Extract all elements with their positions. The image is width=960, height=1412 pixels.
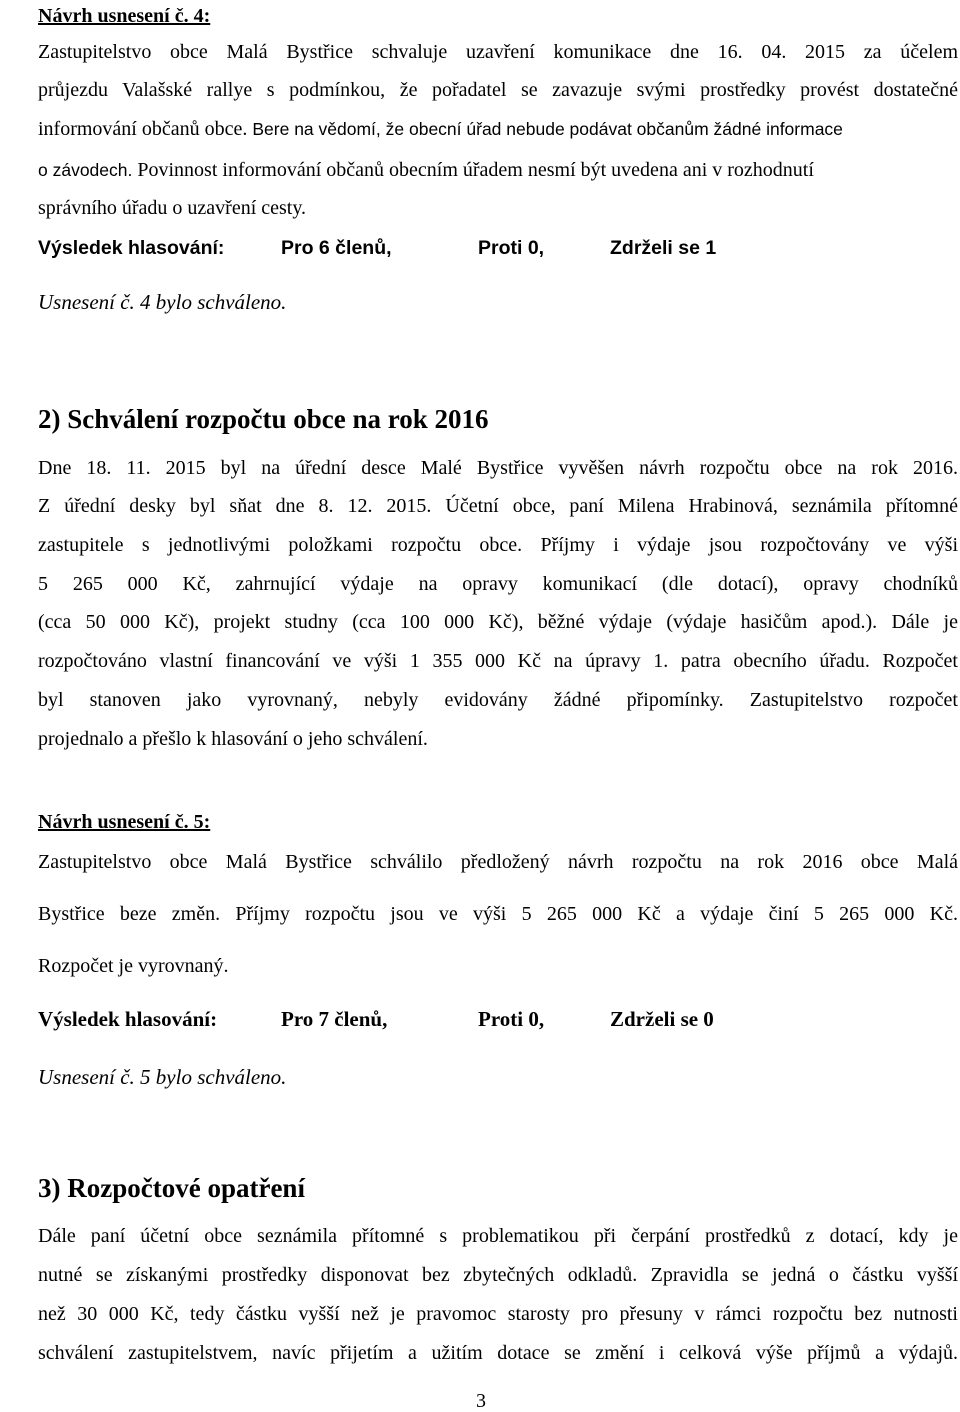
vote-abstain: Zdrželi se 0 [610, 1007, 714, 1031]
resolution-5-heading: Návrh usnesení č. 5: [38, 811, 211, 833]
section-2-text-line: projednalo a přešlo k hlasování o jeho schválení. [38, 728, 428, 750]
vote-against: Proti 0, [478, 1007, 545, 1031]
page-number: 3 [476, 1390, 486, 1412]
section-2-text-line: rozpočtováno vlastní financování ve výši 1 355 000 Kč na úpravy 1. patra obecního úřadu. Rozpočet [38, 650, 958, 672]
vote-label: Výsledek hlasování: [38, 237, 225, 259]
resolution-5-text-line: Bystřice beze změn. Příjmy rozpočtu jsou ve výši 5 265 000 Kč a výdaje činí 5 265 000 Kč. [38, 903, 958, 925]
vote-for: Pro 7 členů, [281, 1007, 388, 1031]
resolution-5-text-line: Zastupitelstvo obce Malá Bystřice schválilo předložený návrh rozpočtu na rok 2016 obce Malá [38, 851, 958, 873]
section-2-heading: 2) Schválení rozpočtu obce na rok 2016 [38, 404, 489, 434]
section-2-text-line: (cca 50 000 Kč), projekt studny (cca 100 000 Kč), běžné výdaje (výdaje hasičům apod.). Dále je [38, 611, 958, 633]
resolution-4-text-segment: o závodech. [38, 160, 133, 180]
vote-against: Proti 0, [478, 237, 545, 259]
resolution-4-text-line: správního úřadu o uzavření cesty. [38, 197, 307, 219]
section-2-text-line: Dne 18. 11. 2015 byl na úřední desce Malé Bystřice vyvěšen návrh rozpočtu obce na rok 2016. [38, 457, 958, 479]
section-2-text-line: zastupitele s jednotlivými položkami rozpočtu obce. Příjmy i výdaje jsou rozpočtovány ve výši [38, 534, 958, 556]
resolution-5-text-line: Rozpočet je vyrovnaný. [38, 955, 229, 977]
section-3-text-line: schválení zastupitelstvem, navíc přijetím a užitím dotace se změní i celková výše příjmů a výdajů. [38, 1342, 958, 1364]
resolution-4-text-line: průjezdu Valašské rallye s podmínkou, že pořadatel se zavazuje svými prostředky provést dostatečné [38, 79, 958, 101]
section-2-text-line: Z úřední desky byl sňat dne 8. 12. 2015. Účetní obce, paní Milena Hrabinová, seznámila přítomné [38, 495, 958, 517]
vote-for: Pro 6 členů, [281, 237, 392, 259]
resolution-4-text-segment: Bere na vědomí, že obecní úřad nebude podávat občanům žádné informace [252, 119, 843, 139]
vote-label: Výsledek hlasování: [38, 1007, 218, 1031]
section-3-text-line: nutné se získanými prostředky disponovat bez zbytečných odkladů. Zpravidla se jedná o částku vyšší [38, 1264, 958, 1286]
section-3-text-line: než 30 000 Kč, tedy částku vyšší než je pravomoc starosty pro přesuny v rámci rozpočtu bez nutnosti [38, 1303, 958, 1325]
resolution-4-text-line: Zastupitelstvo obce Malá Bystřice schvaluje uzavření komunikace dne 16. 04. 2015 za účelem [38, 41, 958, 63]
resolution-5-result: Usnesení č. 5 bylo schváleno. [38, 1065, 287, 1089]
resolution-4-text-line [38, 117, 843, 141]
vote-result-4 [38, 235, 938, 261]
section-2-text-line: 5 265 000 Kč, zahrnující výdaje na opravy komunikací (dle dotací), opravy chodníků [38, 573, 958, 595]
resolution-4-text-segment: Povinnost informování občanů obecním úřadem nesmí být uvedena ani v rozhodnutí [137, 159, 814, 181]
resolution-4-result: Usnesení č. 4 bylo schváleno. [38, 290, 287, 314]
vote-result-5 [38, 1006, 938, 1032]
vote-abstain: Zdrželi se 1 [610, 237, 717, 259]
resolution-4-heading: Návrh usnesení č. 4: [38, 5, 211, 27]
section-3-heading: 3) Rozpočtové opatření [38, 1173, 305, 1203]
resolution-4-text-segment: informování občanů obce. [38, 118, 248, 140]
resolution-4-text-line [38, 158, 814, 182]
section-3-text-line: Dále paní účetní obce seznámila přítomné s problematikou při čerpání prostředků z dotací, kdy je [38, 1225, 958, 1247]
section-2-text-line: byl stanoven jako vyrovnaný, nebyly evidovány žádné připomínky. Zastupitelstvo rozpočet [38, 689, 958, 711]
